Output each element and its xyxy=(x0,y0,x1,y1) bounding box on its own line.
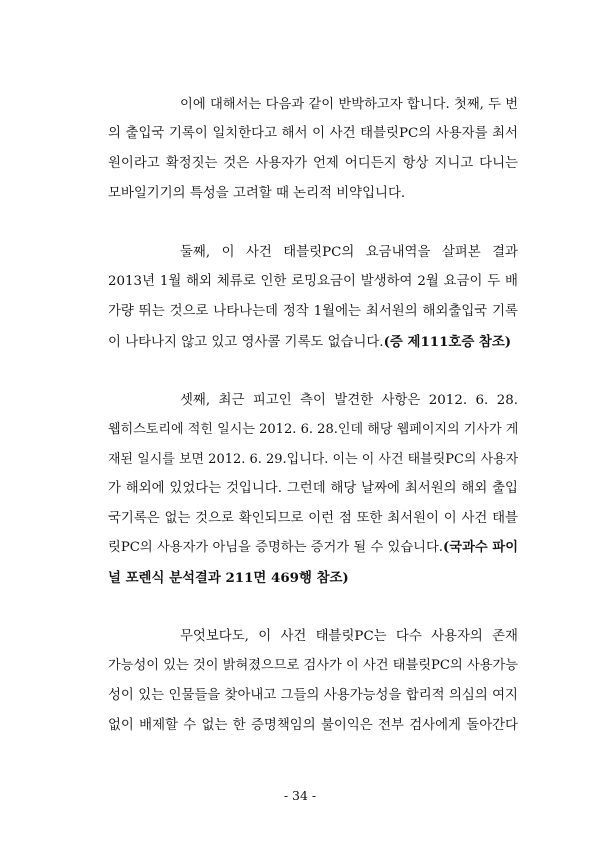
text-run: 가 해외에 있었다는 것입니다. 그런데 해당 날짜에 최서원의 해외 출입 xyxy=(108,481,518,496)
text-run: 재된 일시를 보면 2012. 6. 29.입니다. 이는 이 사건 태블릿PC의 사용자 xyxy=(108,452,519,467)
text-run: 무엇보다도, 이 사건 태블릿PC는 다수 사용자의 존재 xyxy=(180,629,518,644)
text-run: 모바일기기의 특성을 고려할 때 논리적 비약입니다. xyxy=(108,186,406,201)
text-line xyxy=(108,686,518,706)
page-number: - 34 - xyxy=(283,788,317,803)
text-run: 셋째, 최근 피고인 측이 발견한 사항은 2012. 6. 28. xyxy=(180,393,518,408)
text-run: 릿PC의 사용자가 아님을 증명하는 증거가 될 수 있습니다. xyxy=(108,540,443,555)
text-line xyxy=(180,627,518,647)
text-line xyxy=(108,154,518,174)
text-line xyxy=(108,656,518,676)
text-line xyxy=(180,391,518,411)
text-run: 국기록은 없는 것으로 확인되므로 이런 점 또한 최서원이 이 사건 태블 xyxy=(108,511,518,526)
text-line xyxy=(108,509,518,529)
evidence-reference: 널 포렌식 분석결과 211면 469행 참조) xyxy=(108,570,349,586)
evidence-reference: (증 제111호증 참조) xyxy=(383,334,512,350)
text-run: 원이라고 확정짓는 것은 사용자가 언제 어디든지 항상 지니고 다니는 xyxy=(108,156,518,171)
text-line xyxy=(108,716,518,736)
text-run: 가량 뛰는 것으로 나타나는데 정작 1월에는 최서원의 해외출입국 기록 xyxy=(108,304,518,319)
text-line xyxy=(108,124,518,144)
text-line xyxy=(180,95,518,115)
text-line xyxy=(108,450,518,470)
text-run: 성이 있는 인물들을 찾아내고 그들의 사용가능성을 합리적 의심의 여지 xyxy=(108,688,518,703)
text-line xyxy=(108,302,518,322)
text-line xyxy=(108,538,518,558)
text-line xyxy=(180,243,518,263)
text-line xyxy=(108,332,518,353)
text-run: 가능성이 있는 것이 밝혀졌으므로 검사가 이 사건 태블릿PC의 사용가능 xyxy=(108,658,518,673)
text-run: 이 나타나지 않고 있고 영사콜 기록도 없습니다. xyxy=(108,335,384,350)
text-line xyxy=(108,479,518,499)
text-run: 2013년 1월 해외 체류로 인한 로밍요금이 발생하여 2월 요금이 두 배 xyxy=(108,274,518,289)
text-run: 이에 대해서는 다음과 같이 반박하고자 합니다. 첫째, 두 번 xyxy=(180,97,519,112)
text-line xyxy=(108,184,518,204)
text-line xyxy=(108,568,518,589)
text-run: 웹히스토리에 적힌 일시는 2012. 6. 28.인데 해당 웹페이지의 기사가 게 xyxy=(108,422,519,437)
text-line xyxy=(108,272,518,292)
text-line xyxy=(108,420,518,440)
text-run: 둘째, 이 사건 태블릿PC의 요금내역을 살펴본 결과 xyxy=(180,245,518,260)
evidence-reference: (국과수 파이 xyxy=(443,540,519,555)
text-run: 없이 배제할 수 없는 한 증명책임의 불이익은 전부 검사에게 돌아간다 xyxy=(108,718,518,733)
text-run: 의 출입국 기록이 일치한다고 해서 이 사건 태블릿PC의 사용자를 최서 xyxy=(108,126,518,141)
